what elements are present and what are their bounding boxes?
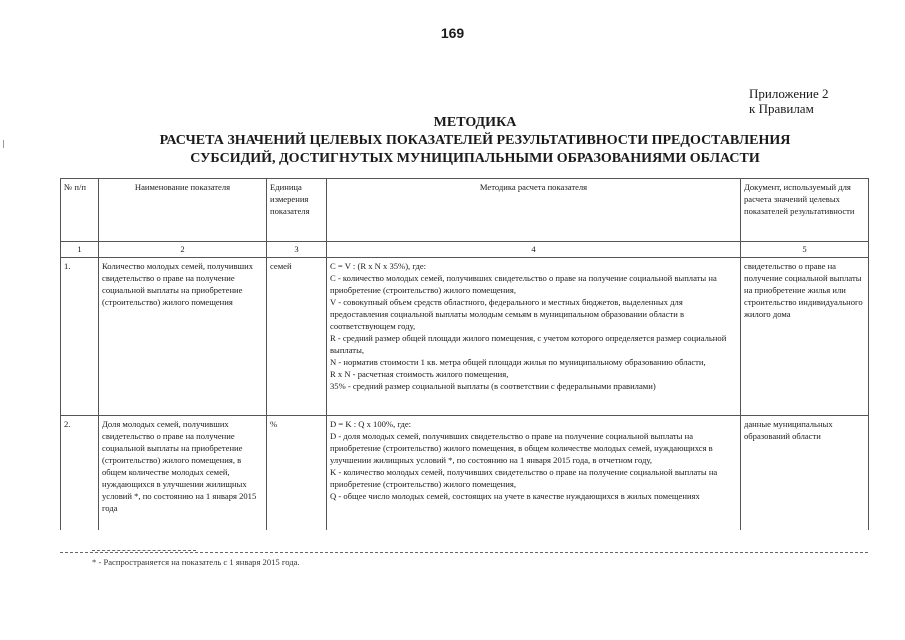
source-document: свидетельство о праве на получение социальной выплаты на приобретение жилья или строительство индивидуального жилого дома: [741, 258, 869, 416]
appendix-line-1: Приложение 2: [749, 86, 829, 101]
column-number: 1: [61, 242, 99, 258]
calculation-method: [327, 258, 741, 416]
column-number: 3: [267, 242, 327, 258]
method-line: D - доля молодых семей, получивших свидетельство о праве на получение социальной выплаты на приобретение (строительство) жилого помещения, в общем количестве молодых семей, нуждающихся в улучшении жилищных условий *, по состоянию на 1 января 2015 года, в отчетном году,: [330, 431, 713, 465]
footnote-separator: [92, 550, 196, 551]
indicator-name: Количество молодых семей, получивших свидетельство о праве на получение социальной выплаты на приобретение (строительство) жилого помещения: [99, 258, 267, 416]
table-row: [61, 258, 869, 416]
indicator-name: Доля молодых семей, получивших свидетельство о праве на получение социальной выплаты на приобретение (строительство) жилого помещения, в общем количестве молодых семей, нуждающихся в улучшении жилищных условий *, по состоянию на 1 января 2015 года: [99, 416, 267, 531]
column-number: 4: [327, 242, 741, 258]
table-row: [61, 416, 869, 531]
page-cut-line: [60, 552, 868, 553]
appendix-line-2: к Правилам: [749, 101, 814, 116]
appendix-label: [749, 86, 829, 116]
column-number: 5: [741, 242, 869, 258]
methodology-table: [60, 178, 869, 530]
method-line: R x N - расчетная стоимость жилого помещения,: [330, 369, 509, 379]
source-document: данные муниципальных образований области: [741, 416, 869, 531]
method-line: N - норматив стоимости 1 кв. метра общей площади жилья по муниципальному образованию области,: [330, 357, 706, 367]
method-line: V - совокупный объем средств областного, федерального и местных бюджетов, выделенных для предоставления социальной выплаты молодым семьям в муниципальном образовании области в соответствующем году,: [330, 297, 685, 331]
method-line: D = K : Q x 100%, где:: [330, 419, 412, 429]
row-number: 2.: [61, 416, 99, 531]
method-line: C - количество молодых семей, получивших свидетельство о праве на получение социальной выплаты на приобретение (строительство) жилого помещения,: [330, 273, 717, 295]
calculation-method: [327, 416, 741, 531]
footnote: * - Распространяется на показатель с 1 января 2015 года.: [92, 557, 300, 567]
table-header-row: [61, 179, 869, 242]
method-line: C = V : (R x N x 35%), где:: [330, 261, 427, 271]
document-title: [40, 114, 905, 168]
scan-artifact: [3, 140, 4, 148]
method-line: K - количество молодых семей, получивших свидетельство о праве на получение социальной выплаты на приобретение (строительство) жилого помещения,: [330, 467, 718, 489]
header-method: Методика расчета показателя: [327, 179, 741, 242]
header-num: № п/п: [61, 179, 99, 242]
method-line: R - средний размер общей площади жилого помещения, с учетом которого определяется размер социальной выплаты,: [330, 333, 727, 355]
title-line-1: МЕТОДИКА: [433, 115, 517, 130]
method-line: 35% - средний размер социальной выплаты (в соответствии с федеральными правилами): [330, 381, 656, 391]
header-unit: Единица измерения показателя: [267, 179, 327, 242]
page-number: 169: [440, 25, 465, 41]
indicator-unit: семей: [267, 258, 327, 416]
column-numbers-row: [61, 242, 869, 258]
column-number: 2: [99, 242, 267, 258]
method-line: Q - общее число молодых семей, состоящих на учете в качестве нуждающихся в жилых помещениях: [330, 491, 700, 501]
indicator-unit: %: [267, 416, 327, 531]
row-number: 1.: [61, 258, 99, 416]
title-line-2: РАСЧЕТА ЗНАЧЕНИЙ ЦЕЛЕВЫХ ПОКАЗАТЕЛЕЙ РЕЗУЛЬТАТИВНОСТИ ПРЕДОСТАВЛЕНИЯ: [159, 133, 791, 148]
header-document: Документ, используемый для расчета значений целевых показателей результативности: [741, 179, 869, 242]
header-name: Наименование показателя: [99, 179, 267, 242]
title-line-3: СУБСИДИЙ, ДОСТИГНУТЫХ МУНИЦИПАЛЬНЫМИ ОБРАЗОВАНИЯМИ ОБЛАСТИ: [190, 151, 760, 166]
